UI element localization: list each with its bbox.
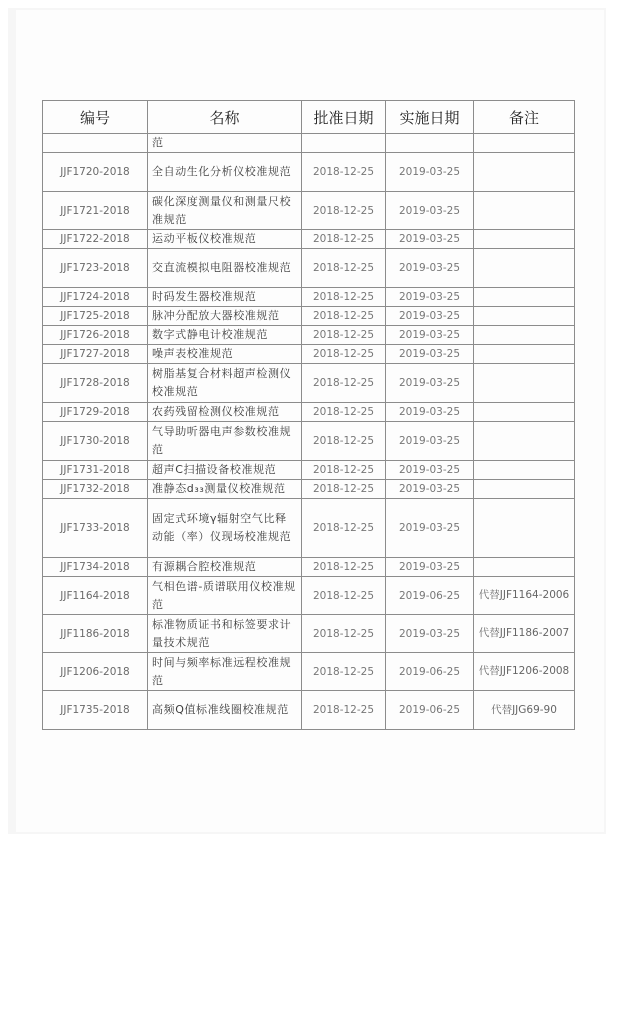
cell-implement-date: 2019-03-25	[386, 192, 474, 230]
cell-note	[474, 499, 575, 558]
cell-implement-date: 2019-03-25	[386, 307, 474, 326]
header-row	[43, 101, 575, 134]
cell-code: JJF1724-2018	[43, 288, 148, 307]
cell-name: 运动平板仪校准规范	[148, 230, 302, 249]
cell-name: 准静态d₃₃测量仪校准规范	[148, 480, 302, 499]
table-row	[43, 192, 575, 230]
cell-approve-date: 2018-12-25	[302, 288, 386, 307]
table-row	[43, 345, 575, 364]
cell-code: JJF1730-2018	[43, 422, 148, 461]
cell-code: JJF1732-2018	[43, 480, 148, 499]
cell-note	[474, 249, 575, 288]
cell-note	[474, 192, 575, 230]
table-row	[43, 153, 575, 192]
cell-implement-date: 2019-03-25	[386, 364, 474, 403]
cell-implement-date: 2019-03-25	[386, 480, 474, 499]
table-row	[43, 326, 575, 345]
cell-implement-date: 2019-03-25	[386, 153, 474, 192]
cell-approve-date: 2018-12-25	[302, 326, 386, 345]
cell-implement-date: 2019-03-25	[386, 403, 474, 422]
cell-approve-date: 2018-12-25	[302, 653, 386, 691]
cell-implement-date: 2019-03-25	[386, 288, 474, 307]
cell-note	[474, 403, 575, 422]
cell-code: JJF1164-2018	[43, 577, 148, 615]
cell-approve-date: 2018-12-25	[302, 480, 386, 499]
cell-implement-date: 2019-06-25	[386, 653, 474, 691]
carry-over-text: 范	[148, 134, 302, 153]
table-row	[43, 230, 575, 249]
cell-code: JJF1731-2018	[43, 461, 148, 480]
cell-name: 数字式静电计校准规范	[148, 326, 302, 345]
cell-code: JJF1186-2018	[43, 615, 148, 653]
cell-implement-date: 2019-03-25	[386, 249, 474, 288]
cell-implement-date: 2019-03-25	[386, 230, 474, 249]
cell-code: JJF1728-2018	[43, 364, 148, 403]
cell-approve-date: 2018-12-25	[302, 422, 386, 461]
cell-code: JJF1726-2018	[43, 326, 148, 345]
cell-implement-date: 2019-03-25	[386, 461, 474, 480]
cell-name: 有源耦合腔校准规范	[148, 558, 302, 577]
table-row	[43, 422, 575, 461]
cell-note: 代替JJF1164-2006	[474, 577, 575, 615]
table-row	[43, 364, 575, 403]
cell-note	[474, 326, 575, 345]
cell-approve-date: 2018-12-25	[302, 461, 386, 480]
cell-code: JJF1734-2018	[43, 558, 148, 577]
header-name: 名称	[148, 101, 302, 134]
cell-approve-date: 2018-12-25	[302, 307, 386, 326]
cell-note	[474, 422, 575, 461]
cell-note	[474, 230, 575, 249]
cell-implement-date: 2019-03-25	[386, 558, 474, 577]
table-row	[43, 403, 575, 422]
standards-table	[42, 100, 575, 730]
cell-code: JJF1735-2018	[43, 691, 148, 730]
cell-name: 时码发生器校准规范	[148, 288, 302, 307]
cell-note	[474, 153, 575, 192]
cell-approve-date: 2018-12-25	[302, 364, 386, 403]
cell-note: 代替JJG69-90	[474, 691, 575, 730]
cell-name: 农药残留检测仪校准规范	[148, 403, 302, 422]
cell-note: 代替JJF1206-2008	[474, 653, 575, 691]
cell-approve-date: 2018-12-25	[302, 249, 386, 288]
carry-over-row	[43, 134, 575, 153]
cell-code: JJF1725-2018	[43, 307, 148, 326]
table-row	[43, 577, 575, 615]
cell-note	[474, 364, 575, 403]
table-row	[43, 499, 575, 558]
cell-code: JJF1727-2018	[43, 345, 148, 364]
cell-name: 高频Q值标准线圈校准规范	[148, 691, 302, 730]
cell-note	[474, 345, 575, 364]
cell-note	[474, 461, 575, 480]
cell-note	[474, 558, 575, 577]
cell-code: JJF1206-2018	[43, 653, 148, 691]
cell-approve-date: 2018-12-25	[302, 345, 386, 364]
header-approve-date: 批准日期	[302, 101, 386, 134]
cell-code: JJF1733-2018	[43, 499, 148, 558]
table-row	[43, 691, 575, 730]
cell-approve-date: 2018-12-25	[302, 403, 386, 422]
cell-code: JJF1721-2018	[43, 192, 148, 230]
table-row	[43, 288, 575, 307]
cell-code: JJF1722-2018	[43, 230, 148, 249]
cell-name: 树脂基复合材料超声检测仪校准规范	[148, 364, 302, 403]
table-row	[43, 249, 575, 288]
cell-implement-date: 2019-03-25	[386, 345, 474, 364]
cell-implement-date: 2019-03-25	[386, 499, 474, 558]
cell-implement-date: 2019-03-25	[386, 326, 474, 345]
cell-note: 代替JJF1186-2007	[474, 615, 575, 653]
table-row	[43, 461, 575, 480]
table-row	[43, 558, 575, 577]
cell-name: 全自动生化分析仪校准规范	[148, 153, 302, 192]
cell-name: 碳化深度测量仪和测量尺校准规范	[148, 192, 302, 230]
cell-implement-date: 2019-06-25	[386, 691, 474, 730]
cell-name: 时间与频率标准远程校准规范	[148, 653, 302, 691]
table-row	[43, 615, 575, 653]
table-row	[43, 307, 575, 326]
cell-name: 标准物质证书和标签要求计量技术规范	[148, 615, 302, 653]
table-row	[43, 653, 575, 691]
cell-approve-date: 2018-12-25	[302, 192, 386, 230]
header-note: 备注	[474, 101, 575, 134]
cell-approve-date: 2018-12-25	[302, 691, 386, 730]
cell-name: 气相色谱-质谱联用仪校准规范	[148, 577, 302, 615]
cell-approve-date: 2018-12-25	[302, 558, 386, 577]
cell-name: 脉冲分配放大器校准规范	[148, 307, 302, 326]
cell-note	[474, 288, 575, 307]
cell-code: JJF1720-2018	[43, 153, 148, 192]
cell-name: 交直流模拟电阻器校准规范	[148, 249, 302, 288]
cell-code: JJF1723-2018	[43, 249, 148, 288]
cell-code: JJF1729-2018	[43, 403, 148, 422]
cell-approve-date: 2018-12-25	[302, 577, 386, 615]
cell-name: 气导助听器电声参数校准规范	[148, 422, 302, 461]
header-code: 编号	[43, 101, 148, 134]
cell-implement-date: 2019-06-25	[386, 577, 474, 615]
cell-approve-date: 2018-12-25	[302, 230, 386, 249]
table-row	[43, 480, 575, 499]
cell-note	[474, 307, 575, 326]
cell-name: 固定式环境γ辐射空气比释动能（率）仪现场校准规范	[148, 499, 302, 558]
cell-name: 噪声表校准规范	[148, 345, 302, 364]
cell-approve-date: 2018-12-25	[302, 153, 386, 192]
cell-approve-date: 2018-12-25	[302, 615, 386, 653]
cell-name: 超声C扫描设备校准规范	[148, 461, 302, 480]
cell-implement-date: 2019-03-25	[386, 422, 474, 461]
cell-approve-date: 2018-12-25	[302, 499, 386, 558]
header-implement-date: 实施日期	[386, 101, 474, 134]
cell-implement-date: 2019-03-25	[386, 615, 474, 653]
cell-note	[474, 480, 575, 499]
